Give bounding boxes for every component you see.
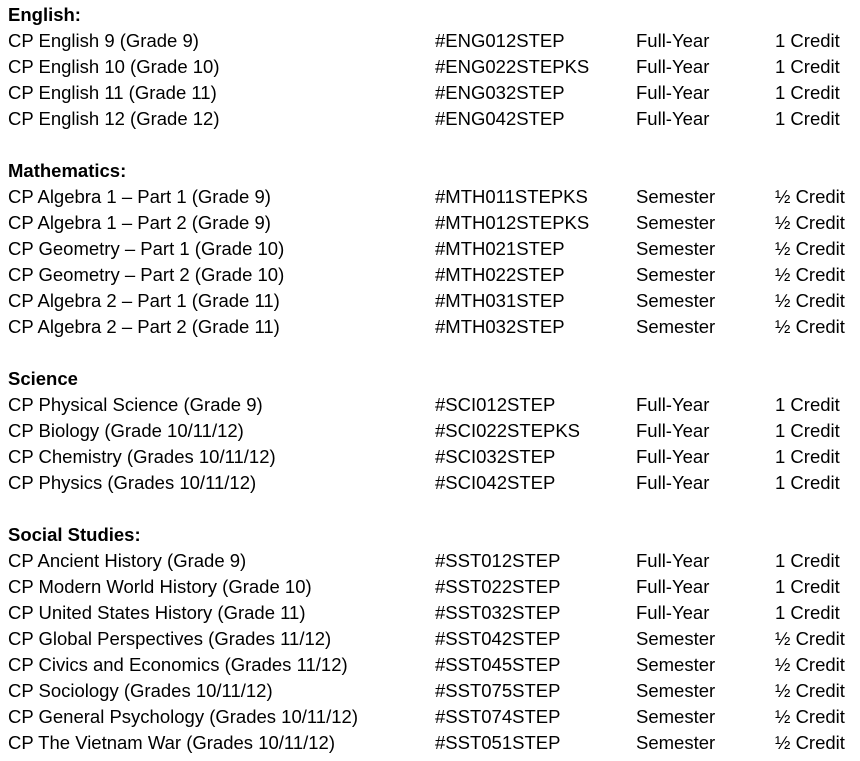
course-credit: 1 Credit — [775, 550, 840, 571]
course-code: #SST051STEP — [435, 732, 561, 753]
course-code: #SST075STEP — [435, 680, 561, 701]
course-code: #ENG022STEPKS — [435, 56, 590, 77]
course-row — [0, 184, 860, 210]
course-credit: ½ Credit — [775, 264, 845, 285]
course-code: #MTH031STEP — [435, 290, 565, 311]
course-code: #SST032STEP — [435, 602, 561, 623]
course-row — [0, 236, 860, 262]
course-title: CP Modern World History (Grade 10) — [8, 576, 312, 597]
course-credit: ½ Credit — [775, 238, 845, 259]
section-heading: English: — [8, 4, 81, 25]
course-row — [0, 392, 860, 418]
course-credit: 1 Credit — [775, 56, 840, 77]
course-term: Semester — [636, 654, 716, 675]
course-code: #SCI042STEP — [435, 472, 556, 493]
course-row — [0, 444, 860, 470]
course-code: #ENG012STEP — [435, 30, 565, 51]
course-title: CP Geometry – Part 1 (Grade 10) — [8, 238, 285, 259]
course-code: #SCI032STEP — [435, 446, 556, 467]
course-title: CP Global Perspectives (Grades 11/12) — [8, 628, 332, 649]
course-credit: 1 Credit — [775, 420, 840, 441]
course-term: Full-Year — [636, 82, 710, 103]
course-credit: 1 Credit — [775, 446, 840, 467]
course-code: #ENG042STEP — [435, 108, 565, 129]
section-social-studies — [0, 522, 860, 756]
course-term: Semester — [636, 680, 716, 701]
section-heading: Science — [8, 368, 78, 389]
course-code: #MTH021STEP — [435, 238, 565, 259]
course-code: #SCI012STEP — [435, 394, 556, 415]
course-term: Semester — [636, 316, 716, 337]
course-term: Full-Year — [636, 602, 710, 623]
course-credit: ½ Credit — [775, 706, 845, 727]
course-code: #MTH032STEP — [435, 316, 565, 337]
course-term: Full-Year — [636, 446, 710, 467]
course-code: #ENG032STEP — [435, 82, 565, 103]
course-credit: ½ Credit — [775, 654, 845, 675]
course-row — [0, 418, 860, 444]
course-title: CP English 11 (Grade 11) — [8, 82, 217, 103]
course-code: #SST022STEP — [435, 576, 561, 597]
course-row — [0, 54, 860, 80]
course-code: #MTH011STEPKS — [435, 186, 588, 207]
course-row — [0, 730, 860, 756]
course-term: Full-Year — [636, 394, 710, 415]
course-row — [0, 574, 860, 600]
course-title: CP Algebra 2 – Part 1 (Grade 11) — [8, 290, 280, 311]
course-credit: 1 Credit — [775, 602, 840, 623]
course-title: CP Biology (Grade 10/11/12) — [8, 420, 244, 441]
section-mathematics — [0, 158, 860, 340]
course-term: Semester — [636, 706, 716, 727]
course-row — [0, 28, 860, 54]
course-row — [0, 652, 860, 678]
course-row — [0, 470, 860, 496]
course-term: Semester — [636, 628, 716, 649]
course-credit: ½ Credit — [775, 680, 845, 701]
course-term: Semester — [636, 264, 716, 285]
course-credit: 1 Credit — [775, 472, 840, 493]
course-code: #SST012STEP — [435, 550, 561, 571]
course-title: CP United States History (Grade 11) — [8, 602, 306, 623]
course-title: CP The Vietnam War (Grades 10/11/12) — [8, 732, 335, 753]
course-row — [0, 288, 860, 314]
course-credit: 1 Credit — [775, 82, 840, 103]
course-term: Semester — [636, 238, 716, 259]
course-title: CP Physical Science (Grade 9) — [8, 394, 263, 415]
course-credit: ½ Credit — [775, 212, 845, 233]
course-row — [0, 106, 860, 132]
course-code: #MTH012STEPKS — [435, 212, 590, 233]
course-row — [0, 600, 860, 626]
course-credit: 1 Credit — [775, 108, 840, 129]
course-row — [0, 678, 860, 704]
course-row — [0, 626, 860, 652]
course-credit: ½ Credit — [775, 290, 845, 311]
course-title: CP English 12 (Grade 12) — [8, 108, 220, 129]
course-credit: 1 Credit — [775, 394, 840, 415]
course-term: Semester — [636, 212, 716, 233]
course-title: CP General Psychology (Grades 10/11/12) — [8, 706, 358, 727]
course-term: Semester — [636, 732, 716, 753]
course-title: CP Ancient History (Grade 9) — [8, 550, 247, 571]
section-english — [0, 2, 860, 132]
course-credit: 1 Credit — [775, 576, 840, 597]
course-title: CP Geometry – Part 2 (Grade 10) — [8, 264, 285, 285]
course-title: CP Algebra 2 – Part 2 (Grade 11) — [8, 316, 280, 337]
course-term: Semester — [636, 186, 716, 207]
course-credit: 1 Credit — [775, 30, 840, 51]
course-title: CP Civics and Economics (Grades 11/12) — [8, 654, 348, 675]
course-term: Full-Year — [636, 472, 710, 493]
course-term: Full-Year — [636, 56, 710, 77]
section-heading: Social Studies: — [8, 524, 141, 545]
course-row — [0, 548, 860, 574]
course-title: CP Algebra 1 – Part 1 (Grade 9) — [8, 186, 271, 207]
course-row — [0, 704, 860, 730]
course-term: Full-Year — [636, 108, 710, 129]
course-code: #MTH022STEP — [435, 264, 565, 285]
course-row — [0, 80, 860, 106]
course-code: #SST042STEP — [435, 628, 561, 649]
course-code: #SST074STEP — [435, 706, 561, 727]
course-title: CP Algebra 1 – Part 2 (Grade 9) — [8, 212, 271, 233]
course-term: Full-Year — [636, 576, 710, 597]
course-code: #SST045STEP — [435, 654, 561, 675]
course-title: CP Sociology (Grades 10/11/12) — [8, 680, 273, 701]
section-heading: Mathematics: — [8, 160, 127, 181]
course-row — [0, 314, 860, 340]
course-credit: ½ Credit — [775, 316, 845, 337]
course-term: Full-Year — [636, 30, 710, 51]
course-credit: ½ Credit — [775, 732, 845, 753]
course-title: CP Physics (Grades 10/11/12) — [8, 472, 257, 493]
section-science — [0, 366, 860, 496]
course-term: Semester — [636, 290, 716, 311]
course-title: CP English 9 (Grade 9) — [8, 30, 199, 51]
course-code: #SCI022STEPKS — [435, 420, 580, 441]
course-term: Full-Year — [636, 420, 710, 441]
course-credit: ½ Credit — [775, 628, 845, 649]
course-term: Full-Year — [636, 550, 710, 571]
course-title: CP English 10 (Grade 10) — [8, 56, 220, 77]
course-title: CP Chemistry (Grades 10/11/12) — [8, 446, 276, 467]
course-row — [0, 210, 860, 236]
course-row — [0, 262, 860, 288]
course-credit: ½ Credit — [775, 186, 845, 207]
